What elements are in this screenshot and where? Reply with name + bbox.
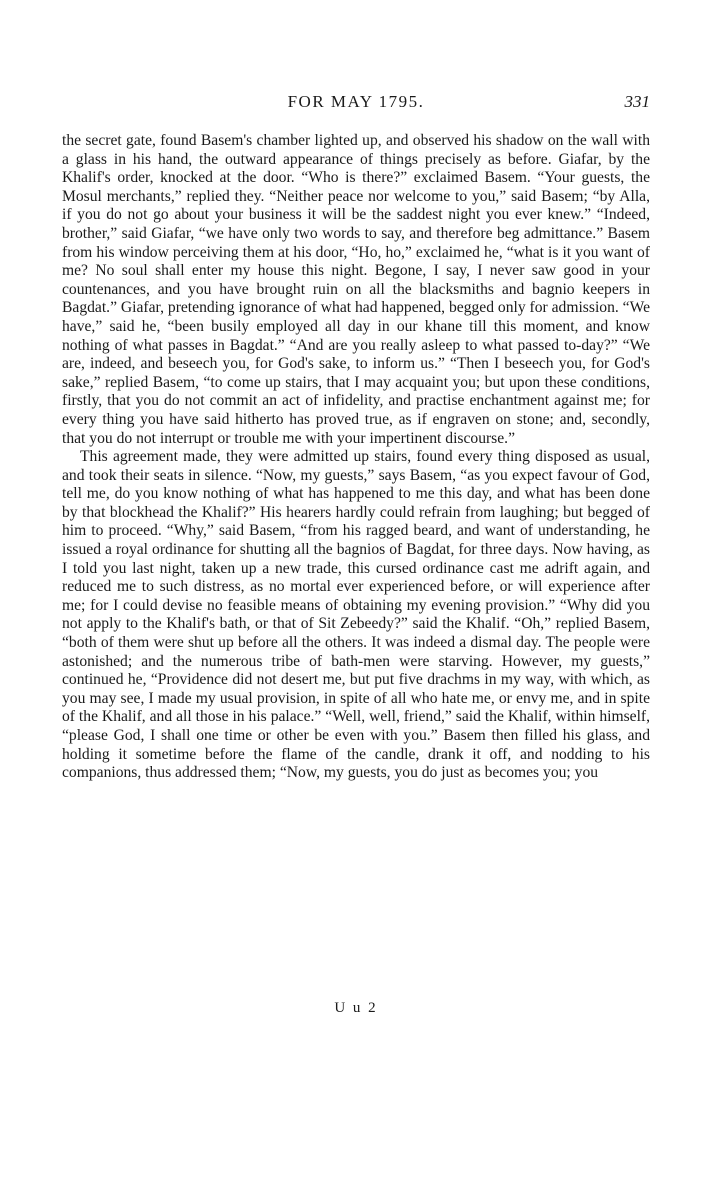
paragraph: This agreement made, they were admitted up stairs, found every thing disposed as usual, and took their seats in silence. “Now, my guests,” says Basem, “as you expect favour of God, tell me, do you know nothing of what has happened to me this day, and what has been done by that blockhead the Khalif?” His hearers hardly could refrain from laughing; but begged of him to proceed. “Why,” said Basem, “from his ragged beard, and want of understanding, he issued a royal ordinance for shutting all the bagnios of Bagdat, for three days. Now having, as I told you last night, taken up a new trade, this cursed ordinance cast me adrift again, and reduced me to such distress, as no mortal ever experienced before, or will experience after me; for I could devise no feasible means of obtaining my evening provision.” “Why did you not apply to the Khalif's bath, or that of Sit Zebeedy?” said the Khalif. “Oh,” replied Basem, “both of them were shut up before all the others. It was indeed a dismal day. The people were astonished; and the numerous tribe of bath-men were starving. However, my guests,” continued he, “Providence did not desert me, but put five drachms in my way, with which, as you may see, I made my usual provision, in spite of all who hate me, or envy me, and in spite of the Khalif, and all those in his palace.” “Well, well, friend,” said the Khalif, within himself, “please God, I shall one time or other be even with you.” Basem then filled his glass, and holding it sometime before the flame of the candle, drank it off, and nodding to his companions, thus addressed them; “Now, my guests, you do just as becomes you; you: [62, 448, 650, 782]
page-number: 331: [624, 92, 650, 111]
body-text: [62, 132, 650, 783]
running-head: FOR MAY 1795.: [287, 92, 425, 111]
page-header: [62, 92, 650, 116]
paragraph: the secret gate, found Basem's chamber lighted up, and observed his shadow on the wall with a glass in his hand, the outward appearance of things precisely as before. Giafar, by the Khalif's order, knocked at the door. “Who is there?” exclaimed Basem. “Your guests, the Mosul merchants,” replied they. “Neither peace nor welcome to you,” said Basem; “by Alla, if you do not go about your business it will be the saddest night you ever knew.” “Indeed, brother,” said Giafar, “we have only two words to say, and therefore beg admittance.” Basem from his window perceiving them at his door, “Ho, ho,” exclaimed he, “what is it you want of me? No soul shall enter my house this night. Begone, I say, I never saw good in your countenances, and you have brought ruin on all the blacksmiths and bagnio keepers in Bagdat.” Giafar, pretending ignorance of what had happened, begged only for admission. “We have,” said he, “been busily employed all day in our khane till this moment, and know nothing of what passes in Bagdat.” “And are you really asleep to what passed to-day?” “We are, indeed, and beseech you, for God's sake, to inform us.” “Then I beseech you, for God's sake,” replied Basem, “to come up stairs, that I may acquaint you; but upon these conditions, firstly, that you do not commit an act of infidelity, and practise enchantment against me; for every thing you have said hitherto has proved true, as if engraven on stone; and, secondly, that you do not interrupt or trouble me with your impertinent discourse.”: [62, 132, 650, 447]
signature-mark: U u 2: [334, 1000, 378, 1016]
